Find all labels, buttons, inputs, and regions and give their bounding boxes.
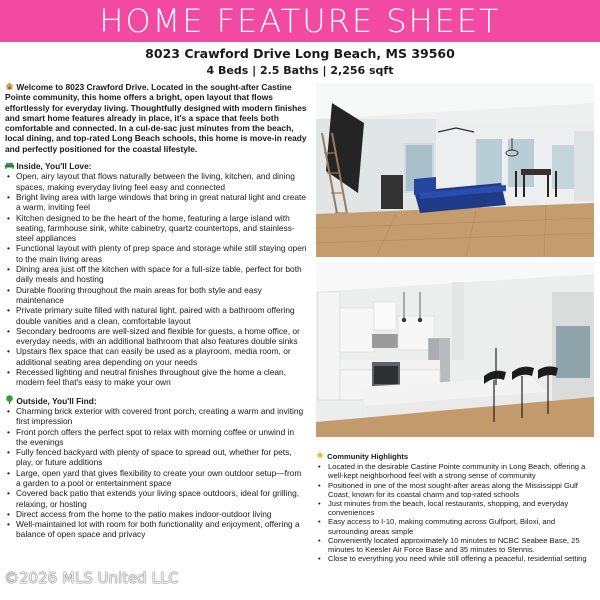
community-section-title — [316, 451, 596, 461]
list-item: • Fully fenced backyard with plenty of space to spread out, whether for pets, play, or future additions — [5, 447, 307, 468]
outside-section-title — [5, 395, 307, 406]
list-item: • Direct access from the home to the patio makes indoor-outdoor living — [5, 509, 307, 519]
page-title: HOME FEATURE SHEET — [99, 2, 501, 40]
title-banner — [0, 0, 600, 42]
list-item: • Just minutes from the beach, local restaurants, shopping, and everyday conveniences — [316, 499, 596, 517]
living-room-photo — [316, 83, 594, 257]
description-column — [5, 82, 307, 540]
inside-list — [5, 171, 307, 387]
list-item: • Large, open yard that gives flexibility to create your own outdoor setup—from a garden to a pool or entertainment space — [5, 468, 307, 489]
intro-paragraph — [5, 82, 307, 154]
inside-title-text: Inside, You'll Love: — [16, 161, 92, 172]
inside-section-title — [5, 161, 307, 171]
tree-icon — [5, 395, 14, 406]
community-list — [316, 462, 596, 563]
list-item: • Recessed lighting and neutral finishes throughout give the home a clean, modern feel that's easy to make your own — [5, 367, 307, 388]
kitchen-photo — [316, 262, 594, 437]
couch-icon — [5, 161, 14, 171]
list-item: • Conveniently located approximately 10 minutes to NCBC Seabee Base, 25 minutes to Keesler Air Force Base and 35 minutes to Stennis. — [316, 536, 596, 554]
list-item: • Well-maintained lot with room for both functionality and enjoyment, offering a balance of open space and privacy — [5, 519, 307, 540]
list-item: • Bright living area with large windows that bring in great natural light and create a warm, inviting feel — [5, 192, 307, 213]
list-item: • Secondary bedrooms are well-sized and flexible for guests, a home office, or everyday needs, with an additional bathroom that also features double sinks — [5, 326, 307, 347]
list-item: • Durable flooring throughout the main areas for both style and easy maintenance — [5, 285, 307, 306]
outside-title-text: Outside, You'll Find: — [16, 395, 97, 406]
list-item: • Upstairs flex space that can easily be used as a playroom, media room, or additional seating area depending on your needs — [5, 346, 307, 367]
list-item: • Easy access to I-10, making commuting across Gulfport, Biloxi, and surrounding areas simple — [316, 517, 596, 535]
house-icon — [5, 82, 14, 92]
star-icon — [316, 451, 325, 461]
list-item: • Private primary suite filled with natural light, paired with a bathroom offering double vanities and a clean, comfortable layout — [5, 305, 307, 326]
list-item: • Dining area just off the kitchen with space for a full-size table, perfect for both daily meals and hosting — [5, 264, 307, 285]
list-item: • Functional layout with plenty of prep space and storage while still staying open to the main living areas — [5, 243, 307, 264]
community-section — [316, 451, 596, 563]
list-item: • Located in the desirable Castine Pointe community in Long Beach, offering a well-kept neighborhood feel with a strong sense of community — [316, 462, 596, 480]
list-item: • Open, airy layout that flows naturally between the living, kitchen, and dining spaces, making everyday living feel easy and connected — [5, 171, 307, 192]
copyright-watermark: ©2026 MLS United LLC — [4, 569, 179, 587]
listing-header — [0, 46, 600, 77]
community-title-text: Community Highlights — [327, 452, 409, 461]
list-item: • Front porch offers the perfect spot to relax with morning coffee or unwind in the evenings — [5, 427, 307, 448]
property-address: 8023 Crawford Drive Long Beach, MS 39560 — [145, 46, 455, 61]
list-item: • Close to everything you need while still offering a peaceful, residential setting — [316, 554, 596, 563]
outside-list — [5, 406, 307, 540]
property-specs: 4 Beds | 2.5 Baths | 2,256 sqft — [206, 64, 394, 77]
intro-text: Welcome to 8023 Crawford Drive. Located in the sought-after Castine Pointe community, this home offers a bright, open layout that flows effortlessly for everyday living. Thoughtfully designed with modern finishes and smart home features already in place, it's a space that feels both comfortable and connected. In a cul-de-sac just minutes from the beach, local dining, and top-rated Long Beach schools, this home is move-in ready and perfectly positioned for the coastal lifestyle. — [5, 82, 307, 154]
list-item: • Positioned in one of the most sought-after areas along the Mississippi Gulf Coast, known for its coastal charm and top-rated schools — [316, 481, 596, 499]
list-item: • Kitchen designed to be the heart of the home, featuring a large island with seating, farmhouse sink, white cabinetry, quartz countertops, and stainless-steel appliances — [5, 213, 307, 244]
list-item: • Covered back patio that extends your living space outdoors, ideal for grilling, relaxing, or hosting — [5, 488, 307, 509]
list-item: • Charming brick exterior with covered front porch, creating a warm and inviting first impression — [5, 406, 307, 427]
